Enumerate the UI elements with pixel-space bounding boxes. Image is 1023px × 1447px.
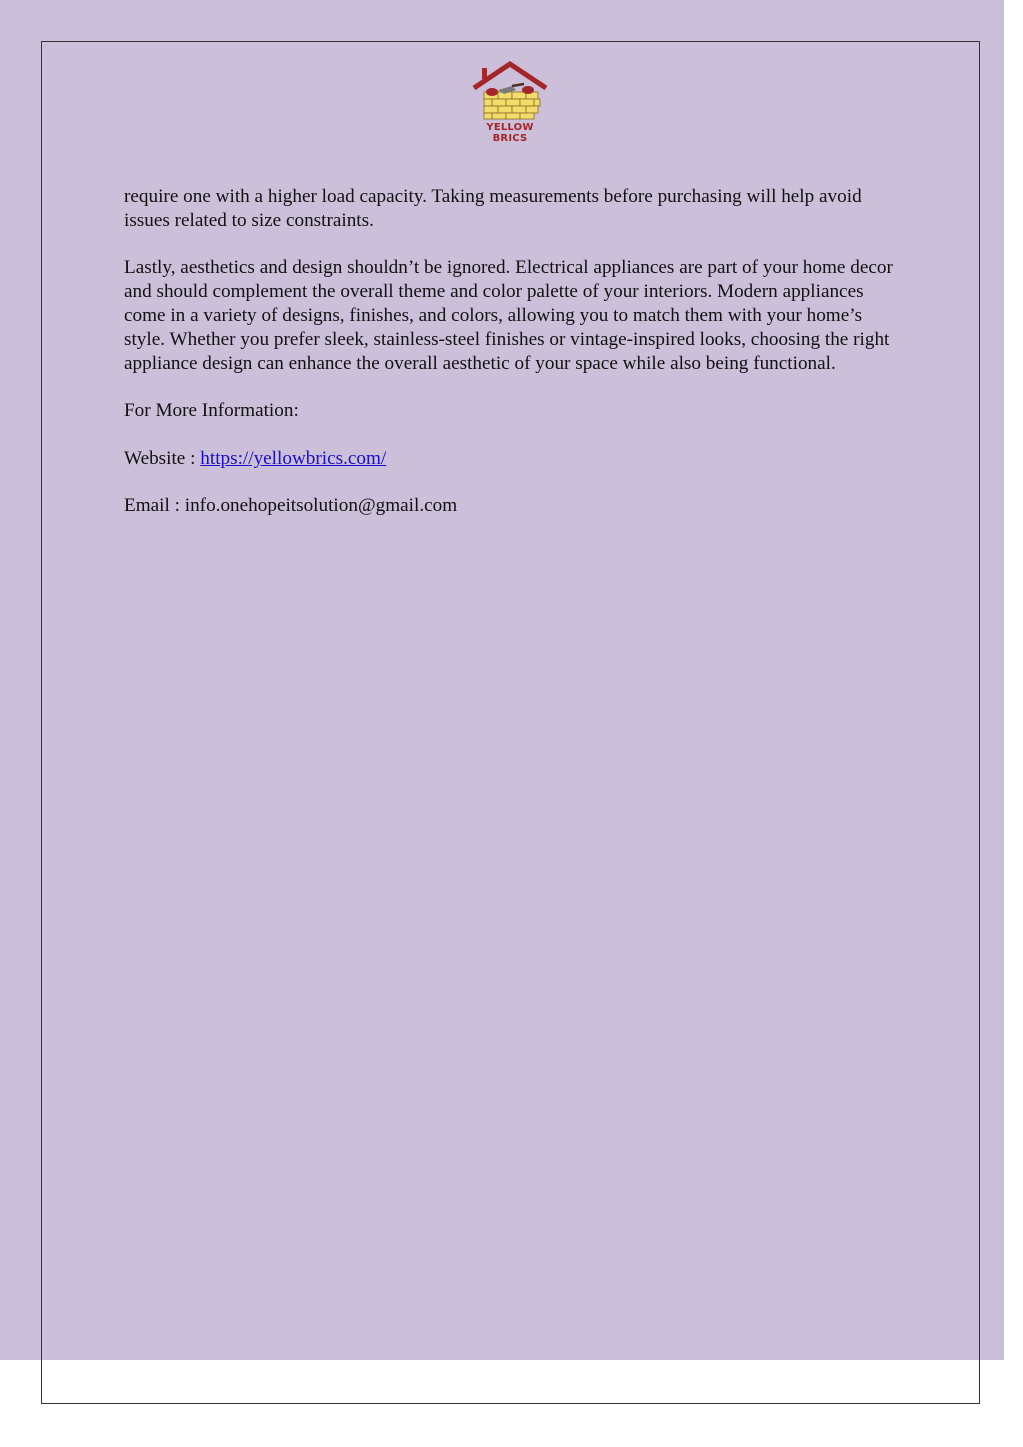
email-address: info.onehopeitsolution@gmail.com [184,495,458,517]
website-line [124,447,894,471]
house-brick-logo-icon [468,60,552,122]
website-link[interactable]: https://yellowbrics.com/ [200,447,387,469]
logo-text: YELLOW BRICS [486,122,534,144]
yellow-brics-logo [468,60,552,144]
paragraph-size-constraints: require one with a higher load capacity. Taking measurements before purchasing will help avoid issues related to size constraints. [124,186,862,231]
email-line [124,494,894,518]
paragraph-aesthetics-design: Lastly, aesthetics and design shouldn’t be ignored. Electrical appliances are part of your home decor and should complement the overall theme and color palette of your interiors. Modern appliances come in a variety of designs, finishes, and colors, allowing you to match them with your home’s style. Whether you prefer sleek, stainless-steel finishes or vintage-inspired looks, choosing the right appliance design can enhance the overall aesthetic of your space while also being functional. [124,257,893,374]
email-label: Email : [124,495,185,517]
website-label: Website : [124,447,201,469]
document-body [124,185,894,542]
more-information-heading: For More Information: [124,400,299,422]
